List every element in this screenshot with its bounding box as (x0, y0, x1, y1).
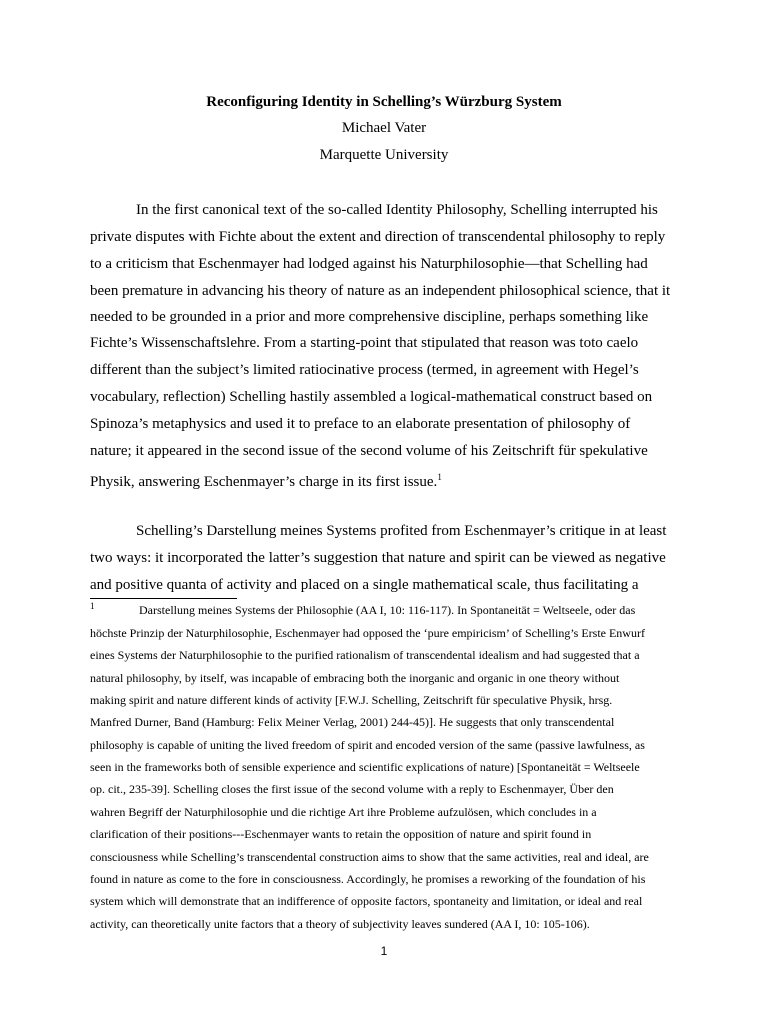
footnote-line: höchste Prinzip der Naturphilosophie, Eschenmayer had opposed the ‘pure empiricism’ of Schelling’s Erste Enwurf (90, 626, 645, 640)
footnote-line: system which will demonstrate that an indifference of opposite factors, spontaneity and limitation, or ideal and real (90, 894, 643, 908)
footnote-line: seen in the frameworks both of sensible experience and scientific explications of nature) [Spontaneität = Weltseele (90, 760, 640, 774)
footnote-line: wahren Begriff der Naturphilosophie und die richtige Art ihre Probleme aufzulösen, which concludes in a (90, 805, 597, 819)
paper-title: Reconfiguring Identity in Schelling’s Würzburg System (206, 94, 562, 110)
footnote-line: found in nature as come to the fore in consciousness. Accordingly, he promises a reworking of the foundation of his (90, 872, 646, 886)
paragraph-1-line: different than the subject’s limited ratiocinative process (termed, in agreement with Hegel’s (90, 362, 639, 378)
author-affiliation: Marquette University (319, 147, 449, 163)
author-name: Michael Vater (341, 120, 427, 136)
paragraph-1-line: to a criticism that Eschenmayer had lodged against his Naturphilosophie—that Schelling had (90, 256, 648, 272)
footnote-line: op. cit., 235-39]. Schelling closes the first issue of the second volume with a reply to Eschenmayer, Über den (90, 782, 614, 796)
paragraph-2-line: and positive quanta of activity and placed on a single mathematical scale, thus facilitating a (90, 577, 639, 593)
paragraph-1-line: needed to be grounded in a prior and more comprehensive discipline, perhaps something like (90, 309, 649, 325)
footnote-line: activity, can theoretically unite factors that a theory of subjectivity leaves sundered (AA I, 10: 105-106). (90, 917, 590, 931)
footnote-line: Darstellung meines Systems der Philosophie (AA I, 10: 116-117). In Spontaneität = Weltseele, oder das (139, 603, 636, 617)
footnote-number: 1 (90, 601, 95, 611)
paragraph-1-last-line (90, 468, 442, 491)
paragraph-2-line: Schelling’s Darstellung meines Systems profited from Eschenmayer’s critique in at least (136, 523, 667, 539)
footnote-line: philosophy is capable of uniting the lived freedom of spirit and encoded version of the same (passive lawfulness, as (90, 738, 645, 752)
paragraph-2-line: two ways: it incorporated the latter’s suggestion that nature and spirit can be viewed as negative (90, 550, 666, 566)
footnote-reference[interactable]: 1 (437, 472, 442, 482)
footnote-line: natural philosophy, by itself, was incapable of embracing both the inorganic and organic in one theory without (90, 671, 620, 685)
paragraph-1-line: vocabulary, reflection) Schelling hastily assembled a logical-mathematical construct based on (90, 389, 653, 405)
paragraph-1-line: private disputes with Fichte about the extent and direction of transcendental philosophy to reply (90, 229, 666, 245)
footnote-line: consciousness while Schelling’s transcendental construction aims to show that the same activities, real and ideal, are (90, 850, 649, 864)
paragraph-1-line: In the first canonical text of the so-called Identity Philosophy, Schelling interrupted his (136, 202, 658, 218)
footnote-separator (90, 598, 237, 599)
paragraph-1-line: Fichte’s Wissenschaftslehre. From a starting-point that stipulated that reason was toto caelo (90, 335, 639, 351)
footnote-line: eines Systems der Naturphilosophie to the purified rationalism of transcendental idealism and had suggested that a (90, 648, 640, 662)
footnote-line: Manfred Durner, Band (Hamburg: Felix Meiner Verlag, 2001) 244-45)]. He suggests that only transcendental (90, 715, 615, 729)
page-number: 1 (380, 944, 388, 958)
paragraph-1-line: Spinoza’s metaphysics and used it to preface to an elaborate presentation of philosophy of (90, 416, 631, 432)
paragraph-1-line: Physik, answering Eschenmayer’s charge in its first issue. (90, 474, 438, 490)
footnote-line: making spirit and nature different kinds of activity [F.W.J. Schelling, Zeitschrift für speculative Physik, hrsg. (90, 693, 613, 707)
footnote-line: clarification of their positions---Eschenmayer wants to retain the opposition of nature and spirit found in (90, 827, 592, 841)
paragraph-1-line: nature; it appeared in the second issue of the second volume of his Zeitschrift für spekulative (90, 443, 648, 459)
paragraph-1-line: been premature in advancing his theory of nature as an independent philosophical science, that it (90, 283, 671, 299)
